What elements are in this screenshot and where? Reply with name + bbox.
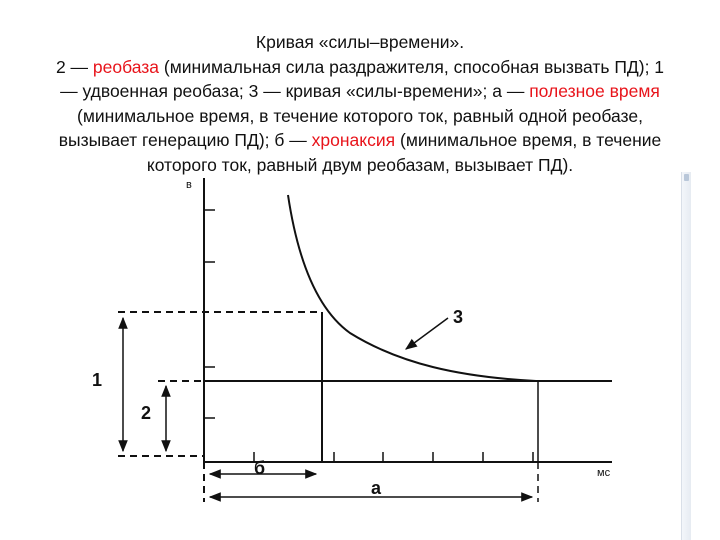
caption-text: вызывает генерацию ПД); б — [58, 130, 312, 150]
caption-line-1: Кривая «силы–времени». [255, 32, 465, 52]
x-axis-label: мс [597, 467, 611, 479]
label-b: б [254, 458, 266, 478]
y-axis-ticks [204, 210, 215, 418]
caption-text: 2 — [55, 56, 93, 77]
label-1: 1 [92, 370, 103, 390]
term-useful-time: полезное время [529, 81, 660, 101]
caption-text: (минимальное время, в течение [395, 130, 662, 150]
caption-line-6: которого ток, равный двум реобазам, вызывает ПД). [146, 154, 574, 175]
y-axis-label: в [186, 179, 192, 191]
curve-pointer-arrow [406, 318, 448, 349]
x-axis-ticks [254, 452, 533, 462]
term-chronaxie: хронаксия [311, 130, 396, 150]
term-rheobase: реобаза [92, 56, 160, 77]
strength-duration-curve [288, 195, 536, 381]
caption-text: (минимальная сила раздражителя, способная вызвать ПД); 1 [159, 56, 665, 77]
label-3: 3 [453, 307, 464, 327]
caption-text: — удвоенная реобаза; 3 — кривая «силы-времени»; а — [60, 81, 530, 101]
label-2: 2 [141, 403, 152, 423]
label-a: а [371, 478, 382, 498]
scrollbar-thumb[interactable] [684, 174, 689, 181]
scrollbar[interactable] [681, 172, 691, 540]
caption-line-4: (минимальное время, в течение которого ток, равный одной реобазе, [77, 105, 643, 126]
